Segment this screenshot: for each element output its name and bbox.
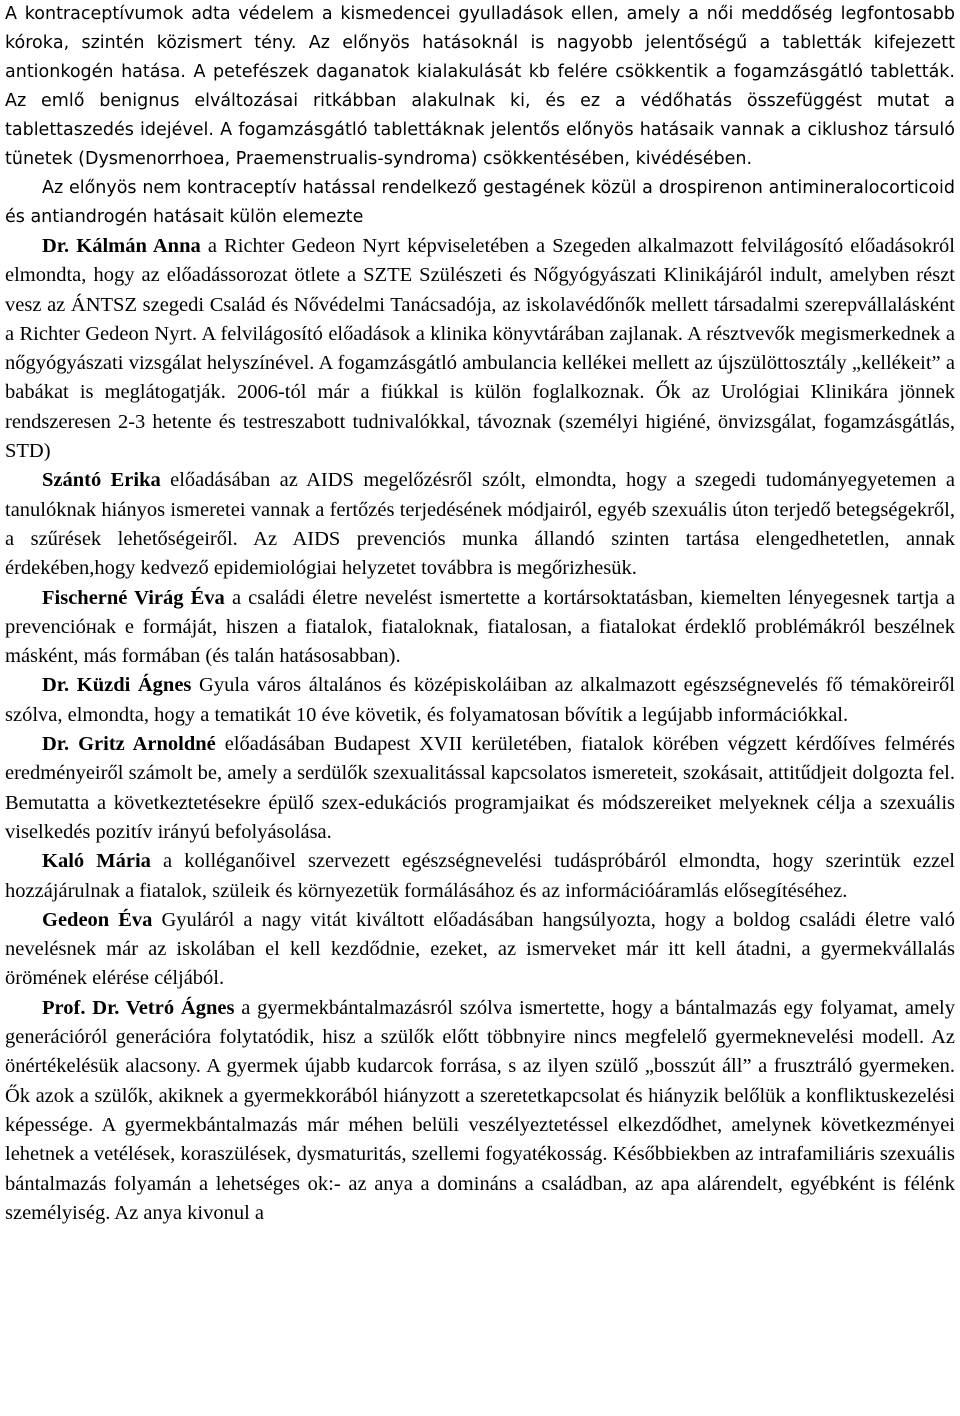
paragraph-text: a gyermekbántalmazásról szólva ismertette, hogy a bántalmazás egy folyamat, amely generációról generációra folytatódik, hisz a szülők előtt többnyire nincs megfelelő gyermeknevelési modell. Az önértékelésük alacsony. A gyermek újabb kudarcok forrása, s az ilyen szülő „bosszút áll” a frusztráló gyermeken. Ők azok a szülők, akiknek a gyermekkorából hiányzott a szeretetkapcsolat és hiányzik belőlük a konfliktuskezelési képessége. A gyermekbántalmazás már méhen belüli veszélyeztetéssel elkezdődhet, amelynek következményei lehetnek a vetélések, koraszülések, dysmaturitás, szellemi fogyatékosság. Későbbiekben az intrafamiliáris szexuális bántalmazás folyamán a lehetséges ok:- az anya a domináns a családban, az apa alárendelt, egyébként is félénk személyiség. Az anya kivonul a [5, 996, 955, 1224]
paragraph-text: a Richter Gedeon Nyrt képviseletében a Szegeden alkalmazott felvilágosító előadásokról elmondta, hogy az előadássorozat ötlete a SZTE Szülészeti és Nőgyógyászati Klinikájáról indult, amelyben részt vesz az ÁNTSZ szegedi Család és Nővédelmi Tanácsadója, az iskolavédőnők mellett társadalmi szerepvállalásként a Richter Gedeon Nyrt. A felvilágosító előadások a klinika könyvtárában zajlanak. A résztvevők megismerkednek a nőgyógyászati vizsgálat helyszínével. A fogamzásgátló ambulancia kellékei mellett az újszülöttosztály „kellékeit” a babákat is meglátogatják. 2006-tól már a fiúkkal is külön foglalkoznak. Ők az Urológiai Klinikára jönnek rendszeresen 2-3 hetente és testreszabott tudnivalókkal, távoznak (személyi higiéné, önvizsgálat, fogamzásgátlás, STD) [5, 235, 955, 463]
speaker-name: Dr. Kálmán Anna [42, 235, 201, 257]
speaker-name: Fischerné Virág Éva [42, 586, 225, 609]
paragraph-gritz-arnoldne [5, 730, 955, 847]
paragraph-kalo-maria [5, 847, 955, 906]
document-page [5, 0, 955, 1228]
speaker-name: Dr. Gritz Arnoldné [42, 733, 216, 756]
paragraph-kuzdi-agnes [5, 671, 955, 730]
speaker-name: Szántó Erika [42, 469, 161, 492]
paragraph-szanto-erika [5, 466, 955, 583]
paragraph-text: előadásában az AIDS megelőzésről szólt, elmondta, hogy a szegedi tudományegyetemen a tanulóknak hiányos ismeretei vannak a fertőzés terjedésének módjairól, egyéb szexuális úton terjedő betegségekről, a szűrések lehetőségeiről. Az AIDS prevenciós munka állandó szinten tartása elengedhetetlen, annak érdekében,hogy kedvező epidemiológiai helyzetet továbbra is megőrizhesük. [5, 469, 955, 580]
speaker-name: Dr. Küzdi Ágnes [42, 674, 192, 697]
paragraph-text: a kolléganőivel szervezett egészségnevelési tudáspróbáról elmondta, hogy szerintük ezzel hozzájárulnak a fiatalok, szüleik és környezetük formálásához és az információáramlás elősegítéséhez. [5, 850, 955, 902]
paragraph-text: Gyula város általános és középiskoláiban az alkalmazott egészségnevelés fő témaköreiről szólva, elmondta, hogy a tematikát 10 éve követik, és folyamatosan bővítik a legújabb információkkal. [5, 674, 955, 726]
speaker-name: Kaló Mária [42, 850, 151, 873]
paragraph-gedeon-eva [5, 906, 955, 994]
paragraph-contraceptive-benefits: A kontraceptívumok adta védelem a kismedencei gyulladások ellen, amely a női meddőség legfontosabb kórokа, szintén közismert tény. Az előnyös hatásoknál is nagyobb jelentőségű a tabletták kifejezett antionkogén hatása. A petefészek daganatok kialakulását kb felére csökkentik a fogamzásgátló tabletták. Az emlő benignus elváltozásai ritkábban alakulnak ki, és ez a védőhatás összefüggést mutat a tablettaszedés idejével. A fogamzásgátló tablettáknak jelentős előnyös hatásaik vannak a ciklushoz társuló tünetek (Dysmenorrhoea, Praemenstrualis-syndroma) csökkentésében, kivédésében. [5, 4, 955, 169]
paragraph-kalman-anna [5, 232, 955, 466]
paragraph-vetro-agnes [5, 994, 955, 1228]
paragraph-drospirenone: Az előnyös nem kontraceptív hatással rendelkező gestagének közül a drospirenon antimineralocorticoid és antiandrogén hatásait külön elemezte [5, 178, 955, 227]
paragraph-fischerne-virag-eva [5, 584, 955, 672]
paragraph-text: Gyuláról a nagy vitát kiváltott előadásában hangsúlyozta, hogy a boldog családi életre való nevelésnek már az iskolában el kell kezdődnie, ezeket, az ismerveket már itt kell átadni, a gyermekvállalás örömének elérése céljából. [5, 908, 956, 990]
speaker-name: Gedeon Éva [42, 908, 153, 931]
paragraph-text: a családi életre nevelést ismertette a kortársoktatásban, kiemelten lényegesnek tartja a prevencióнak e formáját, hiszen a fiatalok, fiataloknak, fiatalosan, a fiatalokat érdeklő problémákról beszélnek másként, más formában (és talán hatásosabban). [5, 586, 955, 668]
speaker-name: Prof. Dr. Vetró Ágnes [42, 996, 235, 1019]
paragraph-text: előadásában Budapest XVII kerületében, fiatalok körében végzett kérdőíves felmérés eredményeiről számolt be, amely a serdülők szexualitással kapcsolatos ismereteit, szokásait, attitűdjeit dolgozta fel. Bemutatta a következtetésekre épülő szex-edukációs programjaikat és módszereiket melyeknek célja a szexuális viselkedés pozitív irányú befolyásolása. [5, 733, 955, 843]
